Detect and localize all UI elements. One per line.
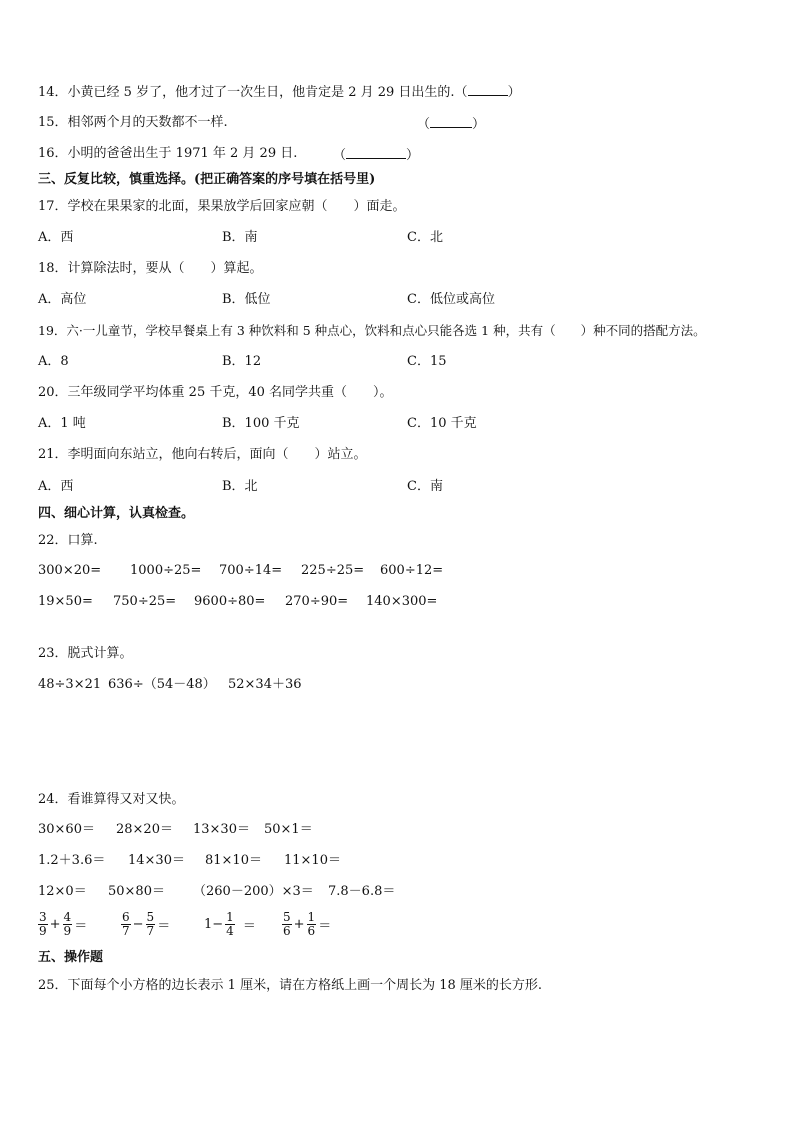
numerator: 1 xyxy=(226,910,234,924)
operator: + xyxy=(49,917,61,932)
question-19: 19．六·一儿童节，学校早餐桌上有 3 种饮料和 5 种点心，饮料和点心只能各选 1 种，共有（ ）种不同的搭配方法。 xyxy=(38,323,706,338)
oral-calc-item: 300×20= xyxy=(38,563,102,578)
denominator: 7 xyxy=(122,924,130,938)
numerator: 4 xyxy=(63,910,72,924)
fraction xyxy=(38,911,48,938)
question-22-title: 22．口算. xyxy=(38,533,98,548)
numerator: 6 xyxy=(122,910,130,924)
option-c[interactable]: C．15 xyxy=(407,354,447,369)
whole-number-minus: 1− xyxy=(204,917,224,932)
section-4-heading: 四、细心计算，认真检查。 xyxy=(38,506,195,521)
option-b[interactable]: B．南 xyxy=(222,230,258,245)
quick-calc-item: （260－200）×3＝ xyxy=(193,884,314,899)
option-a[interactable]: A．1 吨 xyxy=(38,416,86,431)
option-a[interactable]: A．西 xyxy=(38,479,74,494)
equals-sign: ＝ xyxy=(318,919,332,934)
question-24-title: 24．看谁算得又对又快。 xyxy=(38,792,185,807)
question-14-text: 14．小黄已经 5 岁了，他才过了一次生日，他肯定是 2 月 29 日出生的.（ xyxy=(38,85,468,100)
option-c[interactable]: C．南 xyxy=(407,479,443,494)
paren-open: （ xyxy=(333,148,347,163)
question-18: 18．计算除法时，要从（ ）算起。 xyxy=(38,261,263,276)
numerator: 5 xyxy=(146,910,155,924)
question-16-text: 16．小明的爸爸出生于 1971 年 2 月 29 日. xyxy=(38,146,298,161)
step-calc-item: 52×34＋36 xyxy=(228,677,302,692)
oral-calc-item: 9600÷80= xyxy=(194,594,266,609)
option-b[interactable]: B．北 xyxy=(222,479,258,494)
denominator: 9 xyxy=(63,924,72,938)
numerator: 3 xyxy=(39,910,47,924)
denominator: 7 xyxy=(146,924,155,938)
numerator: 1 xyxy=(307,910,316,924)
option-c[interactable]: C．北 xyxy=(407,230,443,245)
fraction xyxy=(146,911,156,938)
section-3-heading: 三、反复比较，慎重选择。(把正确答案的序号填在括号里) xyxy=(38,172,376,187)
oral-calc-item: 19×50= xyxy=(38,594,93,609)
quick-calc-item: 50×80＝ xyxy=(108,884,165,899)
quick-calc-item: 11×10＝ xyxy=(284,853,341,868)
question-15-text: 15．相邻两个月的天数都不一样. xyxy=(38,115,228,130)
operator: + xyxy=(293,917,305,932)
option-c[interactable]: C．低位或高位 xyxy=(407,292,495,307)
oral-calc-item: 700÷14= xyxy=(219,563,283,578)
denominator: 4 xyxy=(226,924,234,938)
fraction-expression xyxy=(38,911,89,938)
equals-sign: ＝ xyxy=(157,919,171,934)
quick-calc-item: 14×30＝ xyxy=(128,853,185,868)
quick-calc-item: 13×30＝ xyxy=(193,822,250,837)
paren-close: ） xyxy=(507,85,521,100)
quick-calc-item: 12×0＝ xyxy=(38,884,87,899)
option-b[interactable]: B．100 千克 xyxy=(222,416,300,431)
paren-close: ） xyxy=(472,117,486,132)
oral-calc-item: 225÷25= xyxy=(301,563,365,578)
answer-blank[interactable] xyxy=(346,146,406,159)
equals-sign: ＝ xyxy=(242,919,256,934)
numerator: 5 xyxy=(283,910,291,924)
paren-close: ） xyxy=(406,148,420,163)
question-25: 25．下面每个小方格的边长表示 1 厘米，请在方格纸上画一个周长为 18 厘米的长方形. xyxy=(38,978,543,993)
oral-calc-item: 750÷25= xyxy=(113,594,177,609)
option-c[interactable]: C．10 千克 xyxy=(407,416,477,431)
option-a[interactable]: A．8 xyxy=(38,354,69,369)
question-23-title: 23．脱式计算。 xyxy=(38,646,133,661)
denominator: 9 xyxy=(39,924,47,938)
fraction xyxy=(282,911,292,938)
answer-blank[interactable] xyxy=(468,83,508,96)
paren-open: （ xyxy=(417,117,431,132)
question-21: 21．李明面向东站立，他向右转后，面向（ ）站立。 xyxy=(38,447,367,462)
step-calc-item: 48÷3×21 xyxy=(38,677,102,692)
fraction xyxy=(225,911,235,938)
question-15 xyxy=(38,115,228,131)
question-16-answer xyxy=(333,146,419,164)
fraction xyxy=(121,911,131,938)
oral-calc-item: 600÷12= xyxy=(380,563,444,578)
quick-calc-item: 1.2＋3.6＝ xyxy=(38,853,106,868)
step-calc-item: 636÷（54－48） xyxy=(108,677,216,692)
fraction xyxy=(63,911,73,938)
option-a[interactable]: A．高位 xyxy=(38,292,87,307)
quick-calc-item: 81×10＝ xyxy=(205,853,262,868)
quick-calc-item: 28×20＝ xyxy=(116,822,173,837)
section-5-heading: 五、操作题 xyxy=(38,950,104,965)
equals-sign: ＝ xyxy=(74,919,88,934)
question-16 xyxy=(38,146,297,162)
answer-blank[interactable] xyxy=(430,115,472,128)
oral-calc-item: 270÷90= xyxy=(285,594,349,609)
question-15-answer xyxy=(417,115,485,133)
option-b[interactable]: B．低位 xyxy=(222,292,271,307)
oral-calc-item: 140×300= xyxy=(366,594,438,609)
option-a[interactable]: A．西 xyxy=(38,230,74,245)
question-17: 17．学校在果果家的北面，果果放学后回家应朝（ ）面走。 xyxy=(38,199,406,214)
oral-calc-item: 1000÷25= xyxy=(130,563,202,578)
fraction-expression xyxy=(282,911,333,938)
fraction-expression xyxy=(121,911,172,938)
denominator: 6 xyxy=(307,924,316,938)
question-14 xyxy=(38,83,521,101)
fraction-expression xyxy=(202,911,258,938)
operator: − xyxy=(132,917,144,932)
quick-calc-item: 7.8－6.8＝ xyxy=(328,884,396,899)
option-b[interactable]: B．12 xyxy=(222,354,262,369)
question-20: 20．三年级同学平均体重 25 千克，40 名同学共重（ ）。 xyxy=(38,385,393,400)
denominator: 6 xyxy=(283,924,291,938)
fraction xyxy=(307,911,317,938)
quick-calc-item: 30×60＝ xyxy=(38,822,95,837)
quick-calc-item: 50×1＝ xyxy=(264,822,313,837)
